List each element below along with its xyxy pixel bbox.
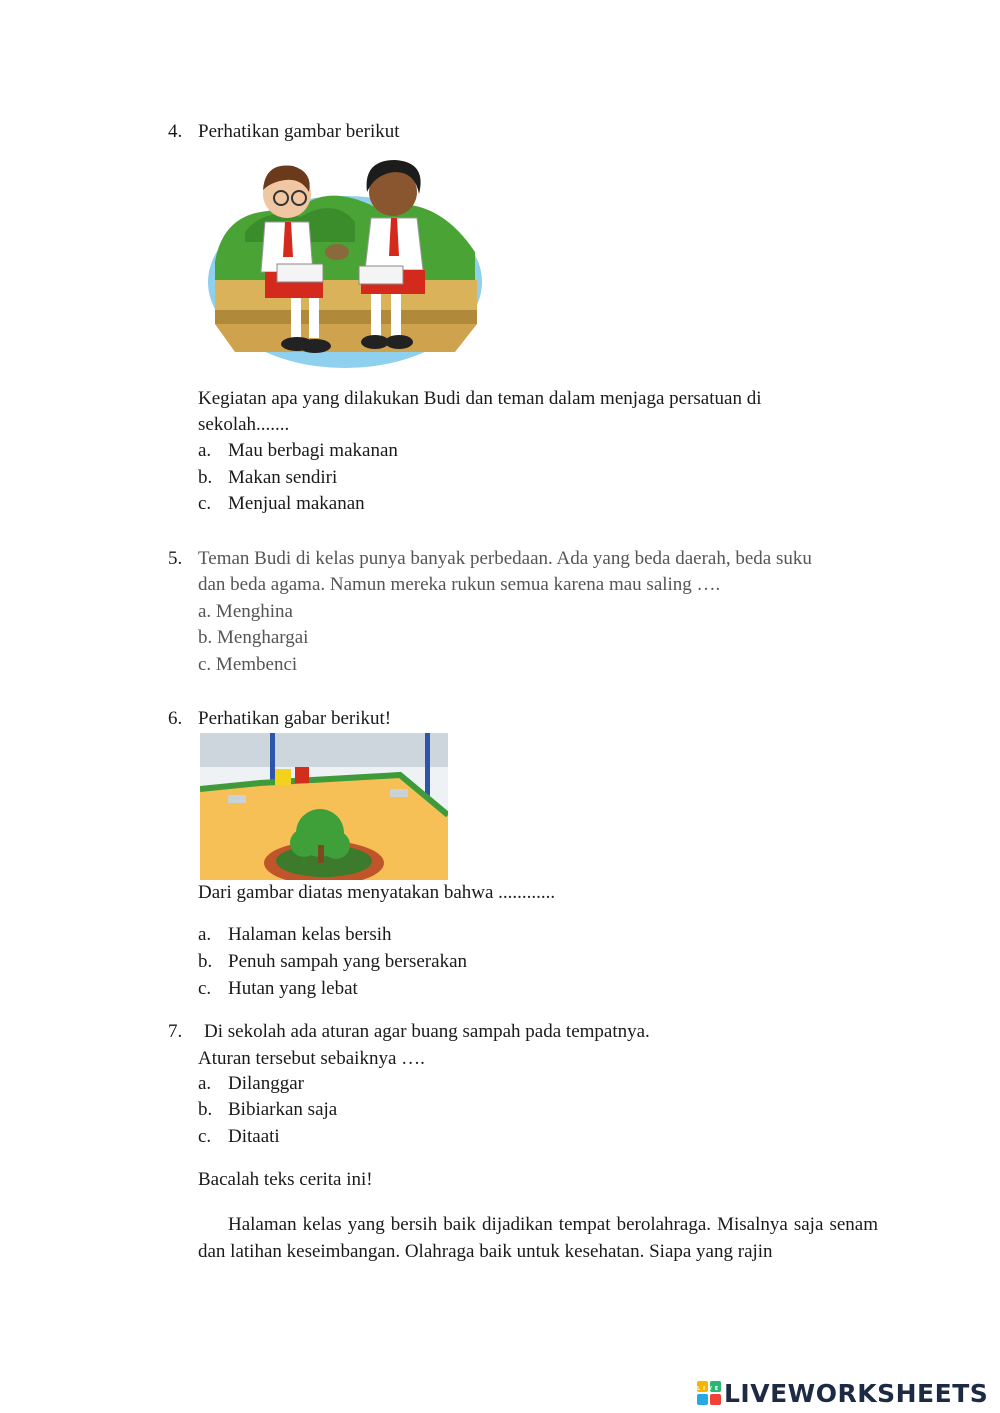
q7-option-c: Ditaati [228,1126,280,1147]
logo-text: LIVEWORKSHEETS [724,1378,989,1408]
q7-option-c-letter: c. [198,1126,212,1147]
logo-icon-letters: LIVE [697,1386,722,1392]
q6-prompt: Perhatikan gabar berikut! [198,708,392,729]
q7-option-b-letter: b. [198,1099,213,1120]
q4-option-a-letter: a. [198,440,212,461]
q7-line1: Di sekolah ada aturan agar buang sampah pada tempatnya. [204,1021,650,1042]
q4-question-line2: sekolah....... [198,414,290,435]
q6-option-a-letter: a. [198,924,212,945]
q5-line1: Teman Budi di kelas punya banyak perbedaan. Ada yang beda daerah, beda suku [198,548,812,569]
q7-option-a-letter: a. [198,1073,212,1094]
q6-option-c-letter: c. [198,978,212,999]
q6-option-c: Hutan yang lebat [228,978,358,999]
q6-option-a: Halaman kelas bersih [228,924,392,945]
q4-option-c-letter: c. [198,493,212,514]
q4-option-b-letter: b. [198,467,213,488]
q6-number: 6. [168,708,183,729]
q4-option-a: Mau berbagi makanan [228,440,398,461]
q4-option-b: Makan sendiri [228,467,338,488]
reading-instruction: Bacalah teks cerita ini! [198,1169,373,1190]
q6-option-b: Penuh sampah yang berserakan [228,951,468,972]
q4-option-c: Menjual makanan [228,493,365,514]
liveworksheets-logo-icon [697,1381,721,1405]
q7-option-b: Bibiarkan saja [228,1099,338,1120]
q7-number: 7. [168,1021,183,1042]
q5-number: 5. [168,548,183,569]
q5-line2: dan beda agama. Namun mereka rukun semua karena mau saling …. [198,574,721,595]
liveworksheets-logo[interactable] [697,1377,988,1409]
q5-option-b: b. Menghargai [198,627,309,648]
school-yard-illustration [200,733,448,880]
q4-number: 4. [168,121,183,142]
q5-option-c: c. Membenci [198,654,298,675]
q4-question-line1: Kegiatan apa yang dilakukan Budi dan teman dalam menjaga persatuan di [198,388,762,409]
q6-option-b-letter: b. [198,951,213,972]
q4-prompt: Perhatikan gambar berikut [198,121,400,142]
q6-question: Dari gambar diatas menyatakan bahwa ............ [198,882,556,903]
q5-option-a: a. Menghina [198,601,293,622]
children-sharing-food-illustration [205,152,485,374]
reading-paragraph: Halaman kelas yang bersih baik dijadikan tempat berolahraga. Misalnya saja senam dan latihan keseimbangan. Olahraga baik untuk kesehatan. Siapa yang rajin [198,1214,878,1262]
q7-line2: Aturan tersebut sebaiknya …. [198,1048,425,1069]
q7-option-a: Dilanggar [228,1073,304,1094]
